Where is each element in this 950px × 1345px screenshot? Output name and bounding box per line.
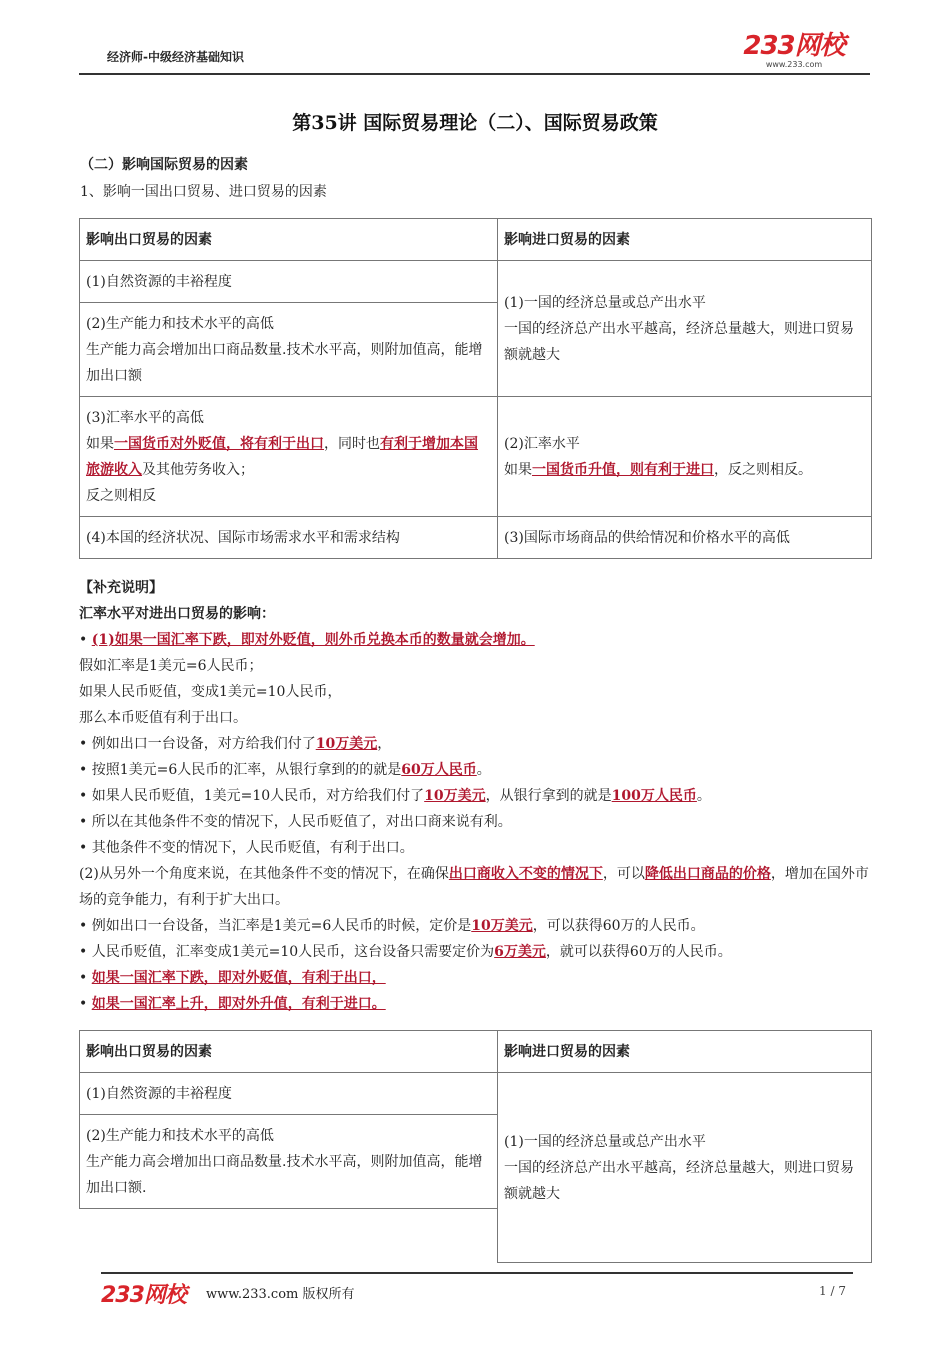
text: ，从银行拿到的就是: [485, 788, 612, 804]
emphasis: 如果一国汇率下跌，即对外贬值，有利于出口，: [91, 970, 386, 986]
import-factor-1-body: 一国的经济总产出水平越高，经济总量越大，则进口贸易额就越大: [504, 1159, 854, 1202]
factors-table-1: [79, 218, 872, 559]
bullet: •: [79, 918, 88, 934]
note-line: [79, 939, 879, 965]
emphasis: 一国货币升值，则有利于进口: [532, 461, 714, 478]
text: ，反之则相反。: [714, 461, 812, 478]
note-line: 如果人民币贬值，变成1美元=10人民币，: [79, 684, 342, 700]
page-title: 第35讲 国际贸易理论（二）、国际贸易政策: [292, 112, 658, 134]
bullet: •: [79, 970, 88, 986]
export-factor-3-end: 反之则相反: [86, 487, 156, 504]
note-line: [79, 965, 879, 991]
note-line: [79, 861, 879, 913]
note-line: [79, 835, 879, 861]
text: 及其他劳务收入；: [142, 461, 254, 478]
bullet: •: [79, 632, 88, 648]
export-factor-2: [80, 1115, 498, 1209]
footer-divider: [101, 1272, 853, 1274]
bullet: •: [79, 944, 88, 960]
emphasis: 10万美元: [424, 788, 486, 804]
notes-heading: 汇率水平对进出口贸易的影响：: [79, 606, 275, 622]
bullet: •: [79, 996, 88, 1012]
import-factor-2-body: [504, 457, 865, 483]
note-line: [79, 991, 879, 1017]
export-factor-1: (1)自然资源的丰裕程度: [80, 1073, 498, 1115]
emphasis: 一国货币对外贬值，将有利于出口: [114, 435, 324, 452]
emphasis: 出口商收入不变的情况下: [448, 866, 603, 882]
subsection-heading: 1、影响一国出口贸易、进口贸易的因素: [80, 184, 327, 200]
bullet: •: [79, 736, 88, 752]
text: 按照1美元=6人民币的汇率，从银行拿到的的就是: [91, 762, 402, 778]
export-factor-2-body: 生产能力高会增加出口商品数量.技术水平高，则附加值高，能增加出口额.: [86, 1153, 483, 1196]
note-line: [79, 731, 879, 757]
text: ，可以获得60万的人民币。: [532, 918, 705, 934]
empty-cell: [80, 1209, 498, 1263]
export-factor-4: (4)本国的经济状况、国际市场需求水平和需求结构: [80, 517, 498, 559]
bullet: •: [79, 840, 88, 856]
export-factor-2-title: (2)生产能力和技术水平的高低: [86, 315, 274, 332]
emphasis: 100万人民币: [611, 788, 697, 804]
footer-logo: 233网校: [101, 1283, 186, 1308]
emphasis: 降低出口商品的价格: [644, 866, 771, 882]
import-factor-2-title: (2)汇率水平: [504, 435, 580, 452]
text: ，就可以获得60万的人民币。: [545, 944, 732, 960]
export-factor-1: (1)自然资源的丰裕程度: [80, 261, 498, 303]
col-header-import: 影响进口贸易的因素: [498, 1031, 872, 1073]
emphasis: 6万美元: [494, 944, 546, 960]
note-line: [79, 783, 879, 809]
note-line: [79, 809, 879, 835]
factors-table-2: [79, 1030, 872, 1263]
text: 如果: [86, 435, 114, 452]
import-factor-1-title: (1)一国的经济总量或总产出水平: [504, 294, 706, 311]
note-line: [79, 627, 879, 653]
col-header-export: 影响出口贸易的因素: [80, 219, 498, 261]
text: 例如出口一台设备，对方给我们付了: [91, 736, 316, 752]
emphasis: 10万美元: [315, 736, 378, 752]
logo-text: 233网校: [743, 31, 845, 61]
text: ，: [377, 736, 392, 752]
export-factor-2-body: 生产能力高会增加出口商品数量.技术水平高，则附加值高，能增加出口额: [86, 341, 483, 384]
note-line: 假如汇率是1美元=6人民币；: [79, 658, 263, 674]
text: ，增加在国外市场的竞争能力，有利于扩大出口。: [79, 866, 869, 908]
text: 其他条件不变的情况下，人民币贬值，有利于出口。: [91, 840, 414, 856]
text: ，可以: [602, 866, 645, 882]
page-number: 1 / 7: [819, 1284, 846, 1298]
bullet: •: [79, 788, 88, 804]
note-line: [79, 757, 879, 783]
note-line: [79, 913, 879, 939]
import-factor-1: [498, 1073, 872, 1263]
text: 例如出口一台设备，当汇率是1美元=6人民币的时候，定价是: [91, 918, 472, 934]
text: 。: [476, 762, 491, 778]
emphasis: 10万美元: [471, 918, 533, 934]
note-line: 那么本币贬值有利于出口。: [79, 710, 247, 726]
export-factor-2: [80, 303, 498, 397]
import-factor-2: [498, 397, 872, 517]
import-factor-1-title: (1)一国的经济总量或总产出水平: [504, 1133, 706, 1150]
text: 如果人民币贬值，1美元=10人民币，对方给我们付了: [91, 788, 425, 804]
header-divider: [79, 73, 870, 75]
notes-tag: 【补充说明】: [79, 580, 163, 596]
export-factor-3-body: [86, 431, 491, 483]
section-heading: （二）影响国际贸易的因素: [80, 157, 248, 173]
text: 。: [696, 788, 711, 804]
emphasis: (1)如果一国汇率下跌，即对外贬值，则外币兑换本币的数量就会增加。: [91, 632, 535, 648]
emphasis: 有利于增加本国旅游收入: [86, 435, 478, 478]
import-factor-1-body: 一国的经济总产出水平越高，经济总量越大，则进口贸易额就越大: [504, 320, 854, 363]
logo-url: www.233.com: [765, 60, 823, 69]
text: ，同时也: [324, 435, 380, 452]
footer-copyright: www.233.com 版权所有: [206, 1287, 355, 1302]
text: (2)从另外一个角度来说，在其他条件不变的情况下，在确保: [79, 866, 449, 882]
text: 所以在其他条件不变的情况下，人民币贬值了，对出口商来说有利。: [91, 814, 512, 830]
text: 如果: [504, 461, 532, 478]
col-header-export: 影响出口贸易的因素: [80, 1031, 498, 1073]
export-factor-3-title: (3)汇率水平的高低: [86, 409, 204, 426]
export-factor-3: [80, 397, 498, 517]
export-factor-2-title: (2)生产能力和技术水平的高低: [86, 1127, 274, 1144]
brand-logo: [738, 32, 850, 69]
emphasis: 如果一国汇率上升，即对外升值，有利于进口。: [91, 996, 386, 1012]
supplementary-notes: [79, 575, 879, 1017]
bullet: •: [79, 814, 88, 830]
import-factor-3: (3)国际市场商品的供给情况和价格水平的高低: [498, 517, 872, 559]
import-factor-1: [498, 261, 872, 397]
emphasis: 60万人民币: [401, 762, 477, 778]
col-header-import: 影响进口贸易的因素: [498, 219, 872, 261]
header-subject: 经济师-中级经济基础知识: [107, 50, 244, 64]
text: 人民币贬值，汇率变成1美元=10人民币，这台设备只需要定价为: [91, 944, 495, 960]
bullet: •: [79, 762, 88, 778]
